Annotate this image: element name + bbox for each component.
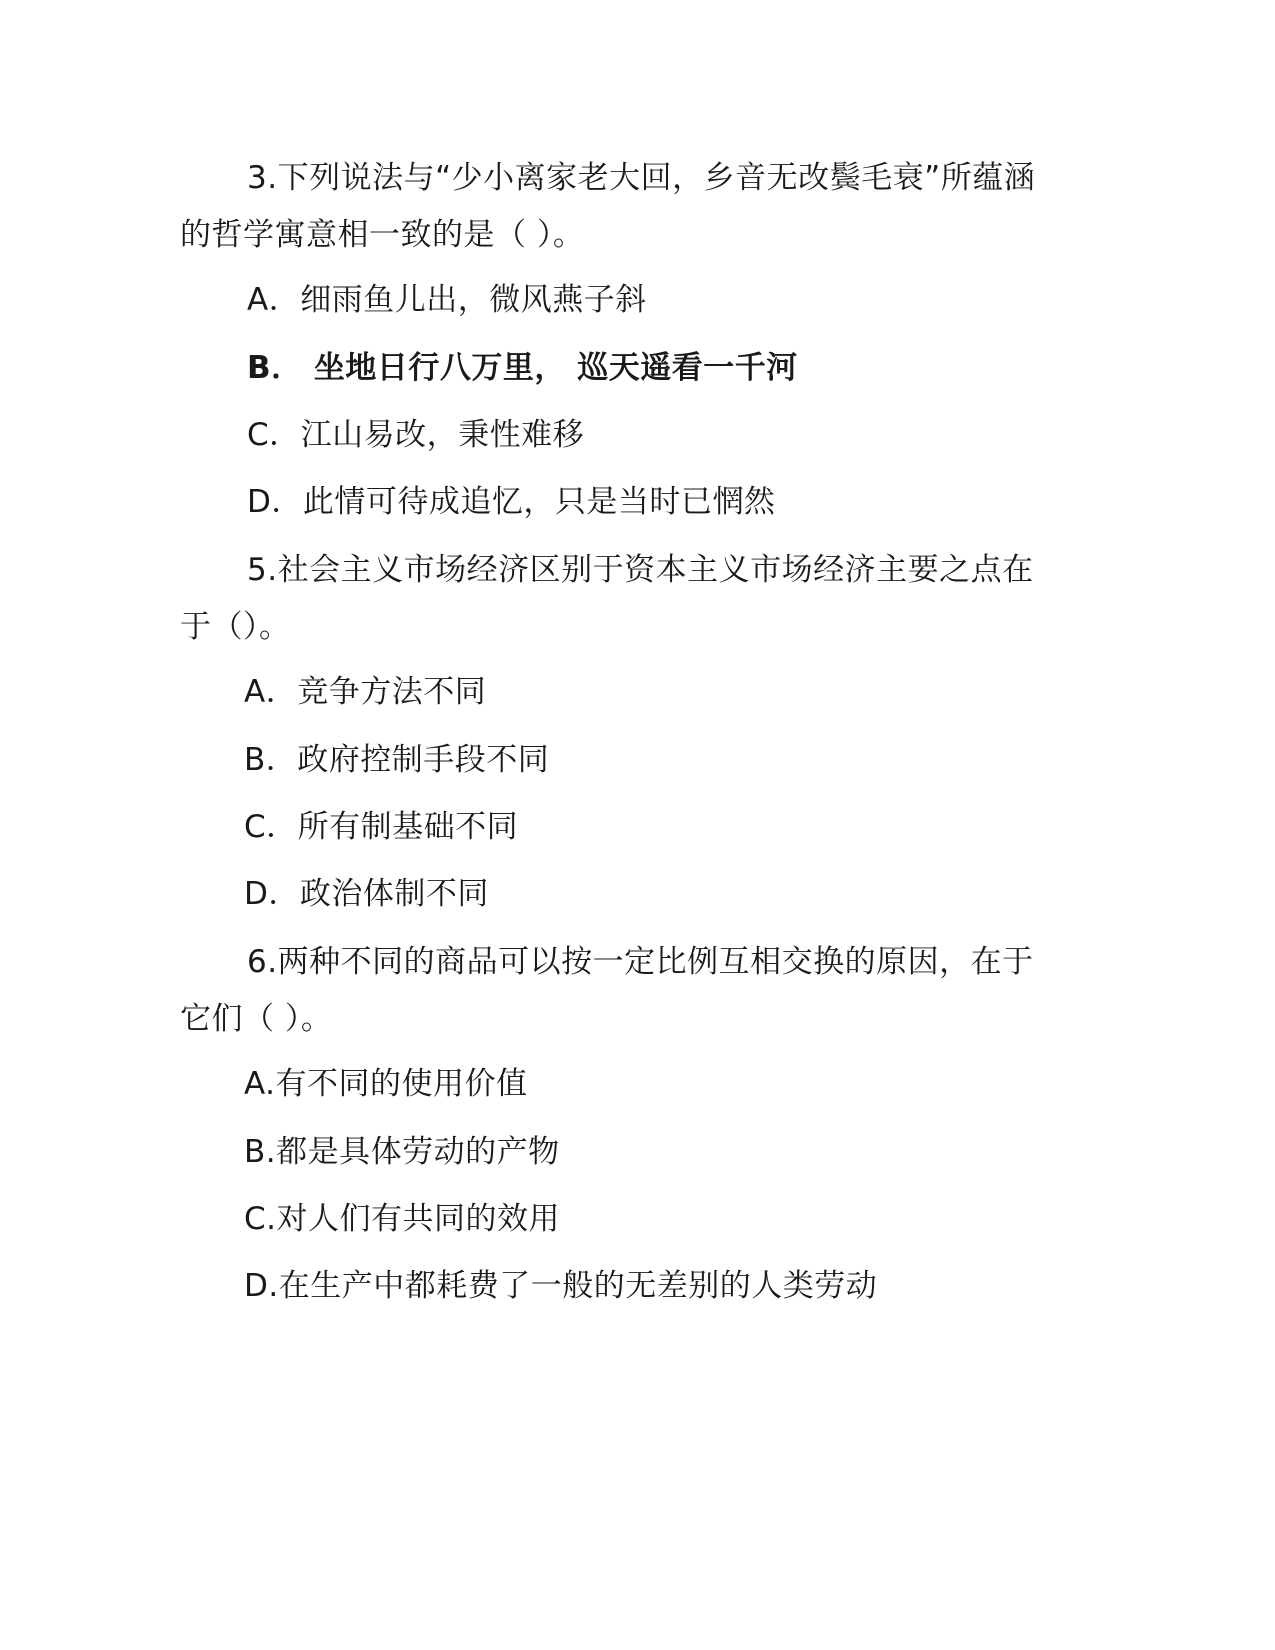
question-3-option-d: D．此情可待成追忆，只是当时已惘然 xyxy=(247,484,776,520)
question-3-option-a: A．细雨鱼儿出，微风燕子斜 xyxy=(247,282,647,318)
question-5-option-b: B．政府控制手段不同 xyxy=(244,742,550,778)
question-6-option-b: B.都是具体劳动的产物 xyxy=(244,1134,560,1170)
question-5-option-d: D．政治体制不同 xyxy=(244,876,489,912)
question-5-stem-line-1: 5.社会主义市场经济区别于资本主义市场经济主要之点在 xyxy=(247,552,1034,588)
question-6-option-d: D.在生产中都耗费了一般的无差别的人类劳动 xyxy=(244,1268,878,1304)
question-3-option-b: B． 坐地日行八万里， 巡天遥看一千河 xyxy=(247,350,798,386)
question-3-stem-line-2: 的哲学寓意相一致的是（ ）。 xyxy=(180,217,585,253)
question-6-stem-line-2: 它们（ ）。 xyxy=(180,1001,333,1037)
question-3-stem-line-1: 3.下列说法与“少小离家老大回，乡音无改鬓毛衰”所蕴涵 xyxy=(247,160,1036,196)
question-3-option-c: C．江山易改，秉性难移 xyxy=(247,417,585,453)
question-6-option-a: A.有不同的使用价值 xyxy=(244,1066,528,1102)
question-6-option-c: C.对人们有共同的效用 xyxy=(244,1201,560,1237)
question-5-option-c: C．所有制基础不同 xyxy=(244,809,519,845)
question-5-option-a: A．竞争方法不同 xyxy=(244,674,487,710)
question-5-stem-line-2: 于（）。 xyxy=(180,609,291,645)
question-6-stem-line-1: 6.两种不同的商品可以按一定比例互相交换的原因，在于 xyxy=(247,944,1034,980)
